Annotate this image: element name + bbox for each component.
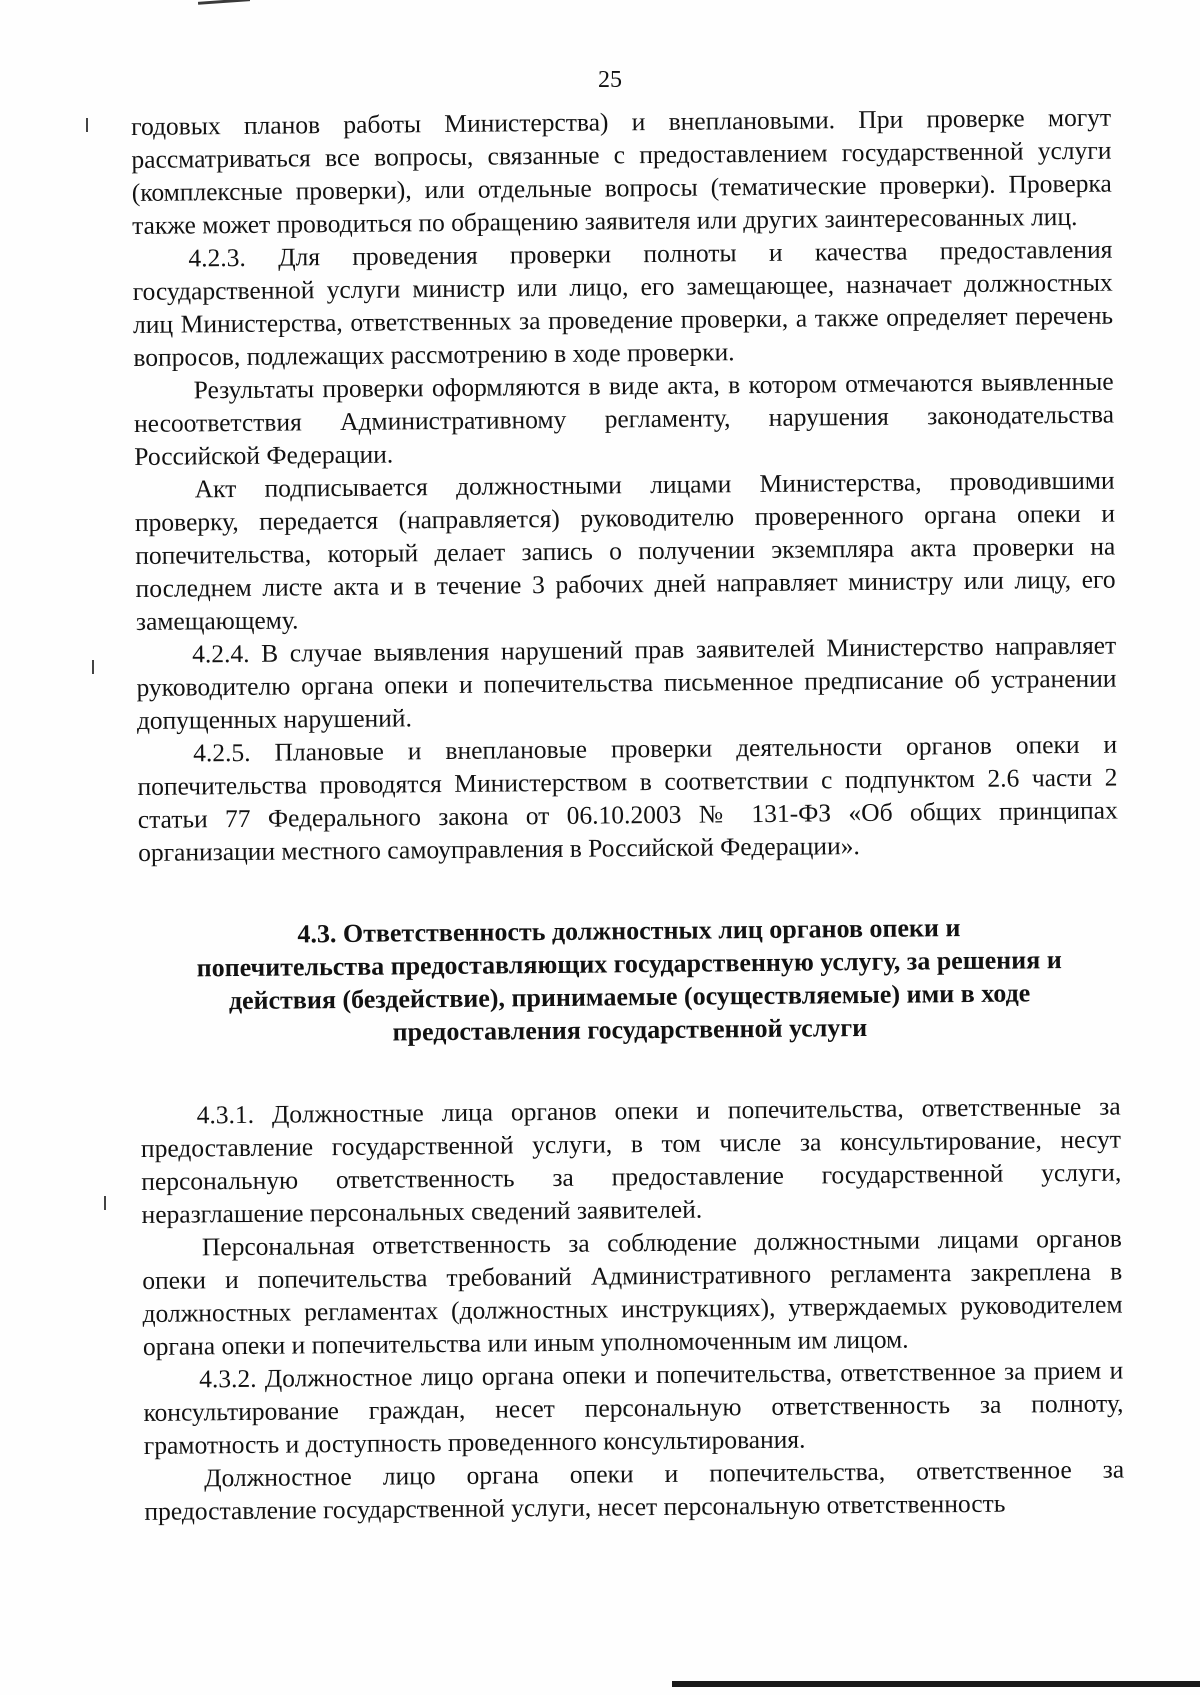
paragraph: Персональная ответственность за соблюдение должностными лицами органов опеки и попечительства требований Административного регламента закреплена в должностных регламентах (должностных инструкциях), утверждаемых руководителем органа опеки и попечительства или иным уполномоченным им лицом. (142, 1223, 1123, 1361)
paragraph: 4.3.1. Должностные лица органов опеки и попечительства, ответственные за предоставление государственной услуги, в том числе за консультирование, несут персональную ответственность за предоставление государственной услуги, неразглашение персональных сведений заявителей. (140, 1091, 1122, 1229)
section-heading-line: действия (бездействие), принимаемые (осуществляемые) ими в ходе (228, 978, 1031, 1016)
scan-mark (198, 0, 250, 5)
margin-mark (92, 660, 94, 674)
paragraph: 4.2.4. В случае выявления нарушений прав заявителей Министерство направляет руководителю органа опеки и попечительства письменное предписание об устранении допущенных нарушений. (136, 630, 1117, 735)
section-heading-line: попечительства предоставляющих государственную услугу, за решения и (196, 945, 1062, 983)
paragraph: Должностное лицо органа опеки и попечительства, ответственное за предоставление государственной услуги, несет персональную ответственность (144, 1454, 1125, 1526)
section-heading-line: 4.3. Ответственность должностных лиц органов опеки и (297, 913, 961, 949)
paragraph: 4.2.3. Для проведения проверки полноты и качества предоставления государственной услуги министр или лицо, его замещающее, назначает должностных лиц Министерства, ответственных за проведение проверки, а также определяет перечень вопросов, подлежащих рассмотрению в ходе проверки. (132, 234, 1114, 372)
section-heading-line: предоставления государственной услуги (392, 1012, 868, 1047)
paragraph: 4.2.5. Плановые и внеплановые проверки деятельности органов опеки и попечительства проводятся Министерством в соответствии с подпунктом 2.6 части 2 статьи 77 Федерального закона от 06.10.2003 № 131-ФЗ «Об общих принципах организации местного самоуправления в Российской Федерации». (137, 729, 1118, 867)
margin-mark (104, 1196, 106, 1210)
margin-mark (86, 118, 88, 132)
paragraph: Результаты проверки оформляются в виде акта, в котором отмечаются выявленные несоответствия Административному регламенту, нарушения законодательства Российской Федерации. (133, 366, 1115, 471)
paragraph: 4.3.2. Должностное лицо органа опеки и попечительства, ответственное за прием и консультирование граждан, несет персональную ответственность за полноту, грамотность и доступность проведенного консультирования. (143, 1355, 1124, 1460)
section-heading (139, 910, 1120, 1051)
bottom-rule (672, 1681, 1200, 1687)
document-body (131, 101, 1125, 1528)
page-number: 25 (598, 67, 622, 93)
paragraph: Акт подписывается должностными лицами Министерства, проводившими проверку, передается (направляется) руководителю проверенного органа опеки и попечительства, который делает запись о получении экземпляра акта проверки на последнем листе акта и в течение 3 рабочих дней направляет министру или лицу, его замещающему. (134, 465, 1116, 636)
paragraph: годовых планов работы Министерства) и внеплановыми. При проверке могут рассматриваться все вопросы, связанные с предоставлением государственной услуги (комплексные проверки), или отдельные вопросы (тематические проверки). Проверка также может проводиться по обращению заявителя или других заинтересованных лиц. (131, 102, 1112, 240)
